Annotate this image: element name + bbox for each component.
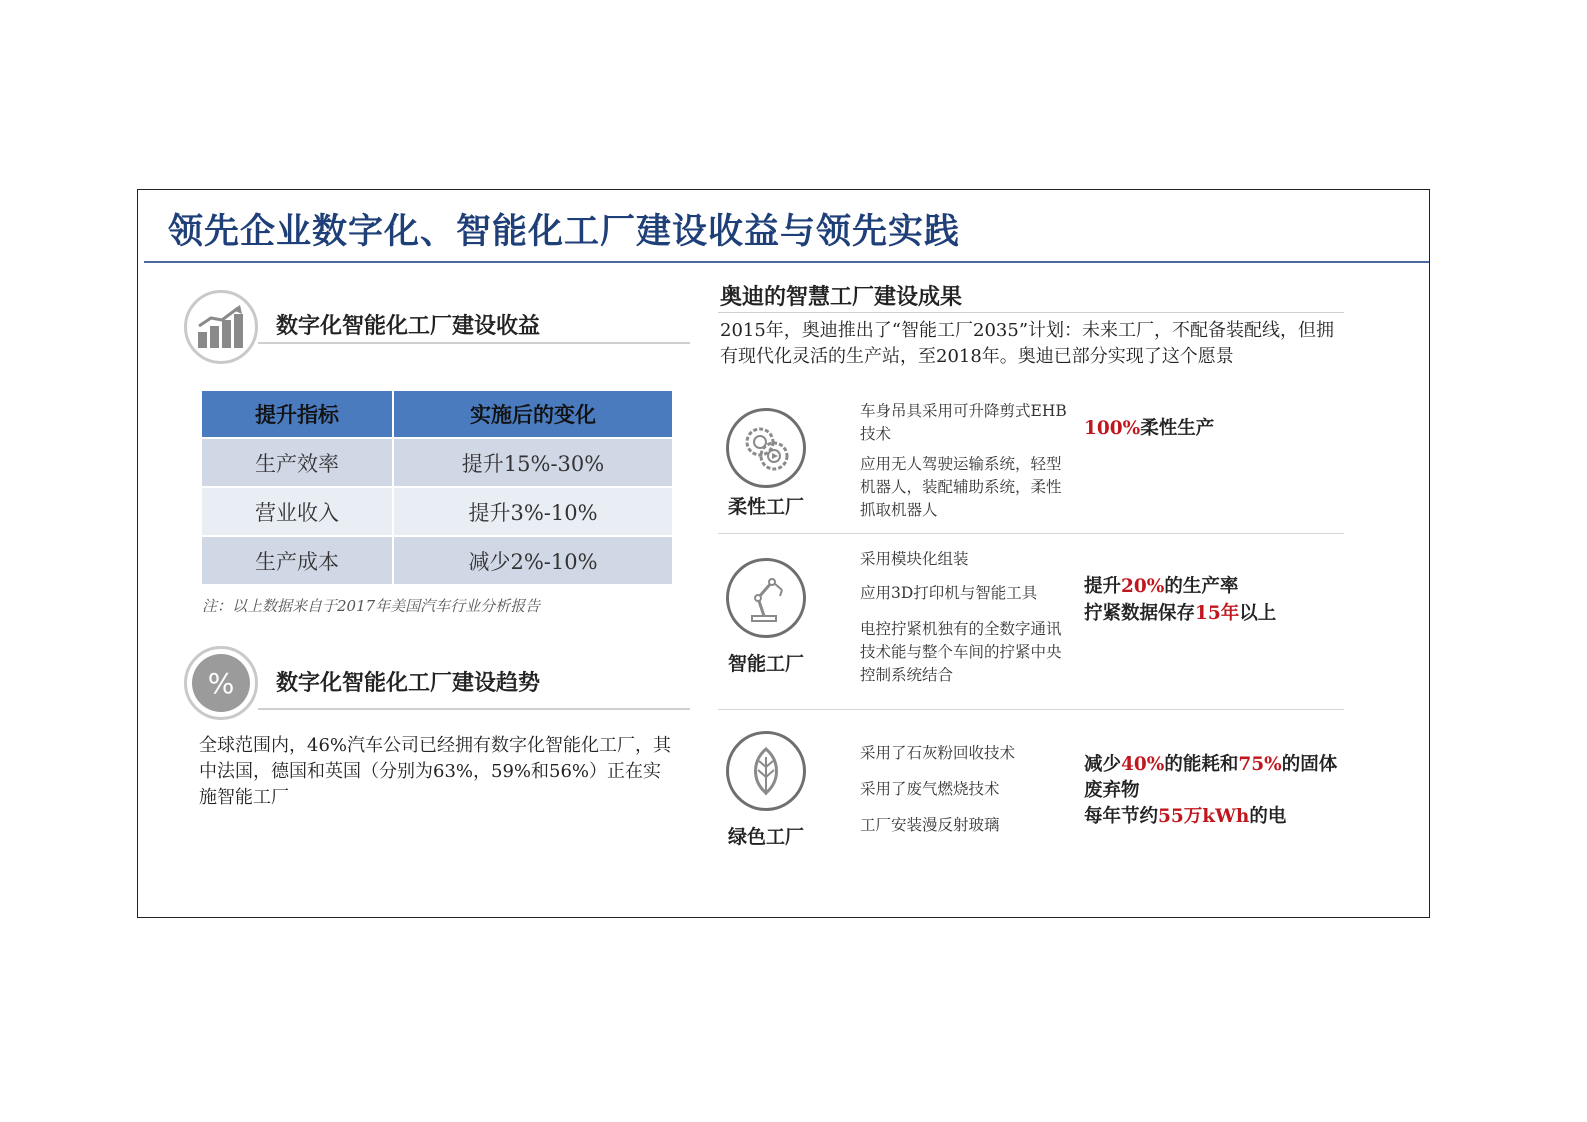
table-header-row [202,391,672,439]
benefits-divider [258,342,690,344]
slide-frame [137,189,1430,918]
trend-title: 数字化智能化工厂建设趋势 [276,670,541,696]
audi-title: 奥迪的智慧工厂建设成果 [720,284,963,310]
benefits-table [202,391,672,586]
growth-chart-icon [184,290,258,364]
factory-measure: 电控拧紧机独有的全数字通讯技术能与整个车间的拧紧中央控制系统结合 [860,620,1062,684]
source-note: 注：以上数据来自于2017年美国汽车行业分析报告 [202,597,541,615]
factory-measure: 工厂安装漫反射玻璃 [860,816,1000,834]
factory-result [1084,600,1276,627]
factory-measure: 应用无人驾驶运输系统，轻型机器人，装配辅助系统，柔性抓取机器人 [860,455,1062,519]
gears-icon [726,408,806,488]
result-highlight: 75% [1238,754,1282,775]
result-highlight: 15年 [1195,603,1240,624]
factory-label: 智能工厂 [728,653,805,675]
audi-divider [718,312,1344,313]
factory-result [1084,573,1238,600]
result-text: 提升 [1084,576,1122,597]
table-cell: 提升3%-10% [394,488,672,537]
result-text: 拧紧数据保存 [1084,603,1196,624]
result-text: 的生产率 [1164,576,1239,597]
factory-result [1084,751,1337,778]
table-cell: 提升15%-30% [394,439,672,488]
factory-measure: 采用了石灰粉回收技术 [860,744,1016,762]
factory-measure: 采用模块化组装 [860,550,969,568]
result-text: 以上 [1239,603,1277,624]
result-text: 废弃物 [1084,780,1140,801]
result-text: 减少 [1084,754,1122,775]
factory-result [1084,415,1214,442]
factory-measure: 采用了废气燃烧技术 [860,780,1000,798]
robot-arm-icon [726,558,806,638]
result-text: 柔性生产 [1140,418,1215,439]
table-cell: 营业收入 [202,488,394,537]
table-header-cell: 提升指标 [202,391,394,439]
factory-label: 柔性工厂 [728,496,805,518]
row-divider [718,709,1344,710]
result-text: 的电 [1249,806,1287,827]
leaf-icon [726,731,806,811]
result-highlight: 20% [1121,576,1165,597]
table-row [202,537,672,586]
factory-result [1084,803,1286,830]
factory-measure: 车身吊具采用可升降剪式EHB技术 [860,402,1067,443]
result-highlight: 55万kWh [1158,806,1250,827]
audi-intro: 2015年，奥迪推出了“智能工厂2035”计划：未来工厂，不配备装配线，但拥有现代化灵活的生产站，至2018年。奥迪已部分实现了这个愿景 [720,320,1335,367]
result-text: 的能耗和 [1164,754,1239,775]
benefits-title: 数字化智能化工厂建设收益 [276,313,541,339]
factory-measure: 应用3D打印机与智能工具 [860,584,1038,602]
title-divider [144,261,1429,263]
result-highlight: 40% [1121,754,1165,775]
result-text: 每年节约 [1084,806,1159,827]
trend-divider [258,708,690,710]
result-highlight: 100% [1084,418,1141,439]
page-title: 领先企业数字化、智能化工厂建设收益与领先实践 [168,212,961,252]
table-cell: 生产成本 [202,537,394,586]
factory-label: 绿色工厂 [728,826,805,848]
percent-symbol: % [207,666,235,700]
percent-icon [184,646,258,720]
table-row [202,488,672,537]
trend-body: 全球范围内，46%汽车公司已经拥有数字化智能化工厂，其中法国，德国和英国（分别为63%，59%和56%）正在实施智能工厂 [199,735,672,808]
factory-result [1084,777,1140,804]
table-row [202,439,672,488]
table-header-cell: 实施后的变化 [394,391,672,439]
table-cell: 减少2%-10% [394,537,672,586]
result-text: 的固体 [1281,754,1338,775]
row-divider [718,533,1344,534]
table-cell: 生产效率 [202,439,394,488]
